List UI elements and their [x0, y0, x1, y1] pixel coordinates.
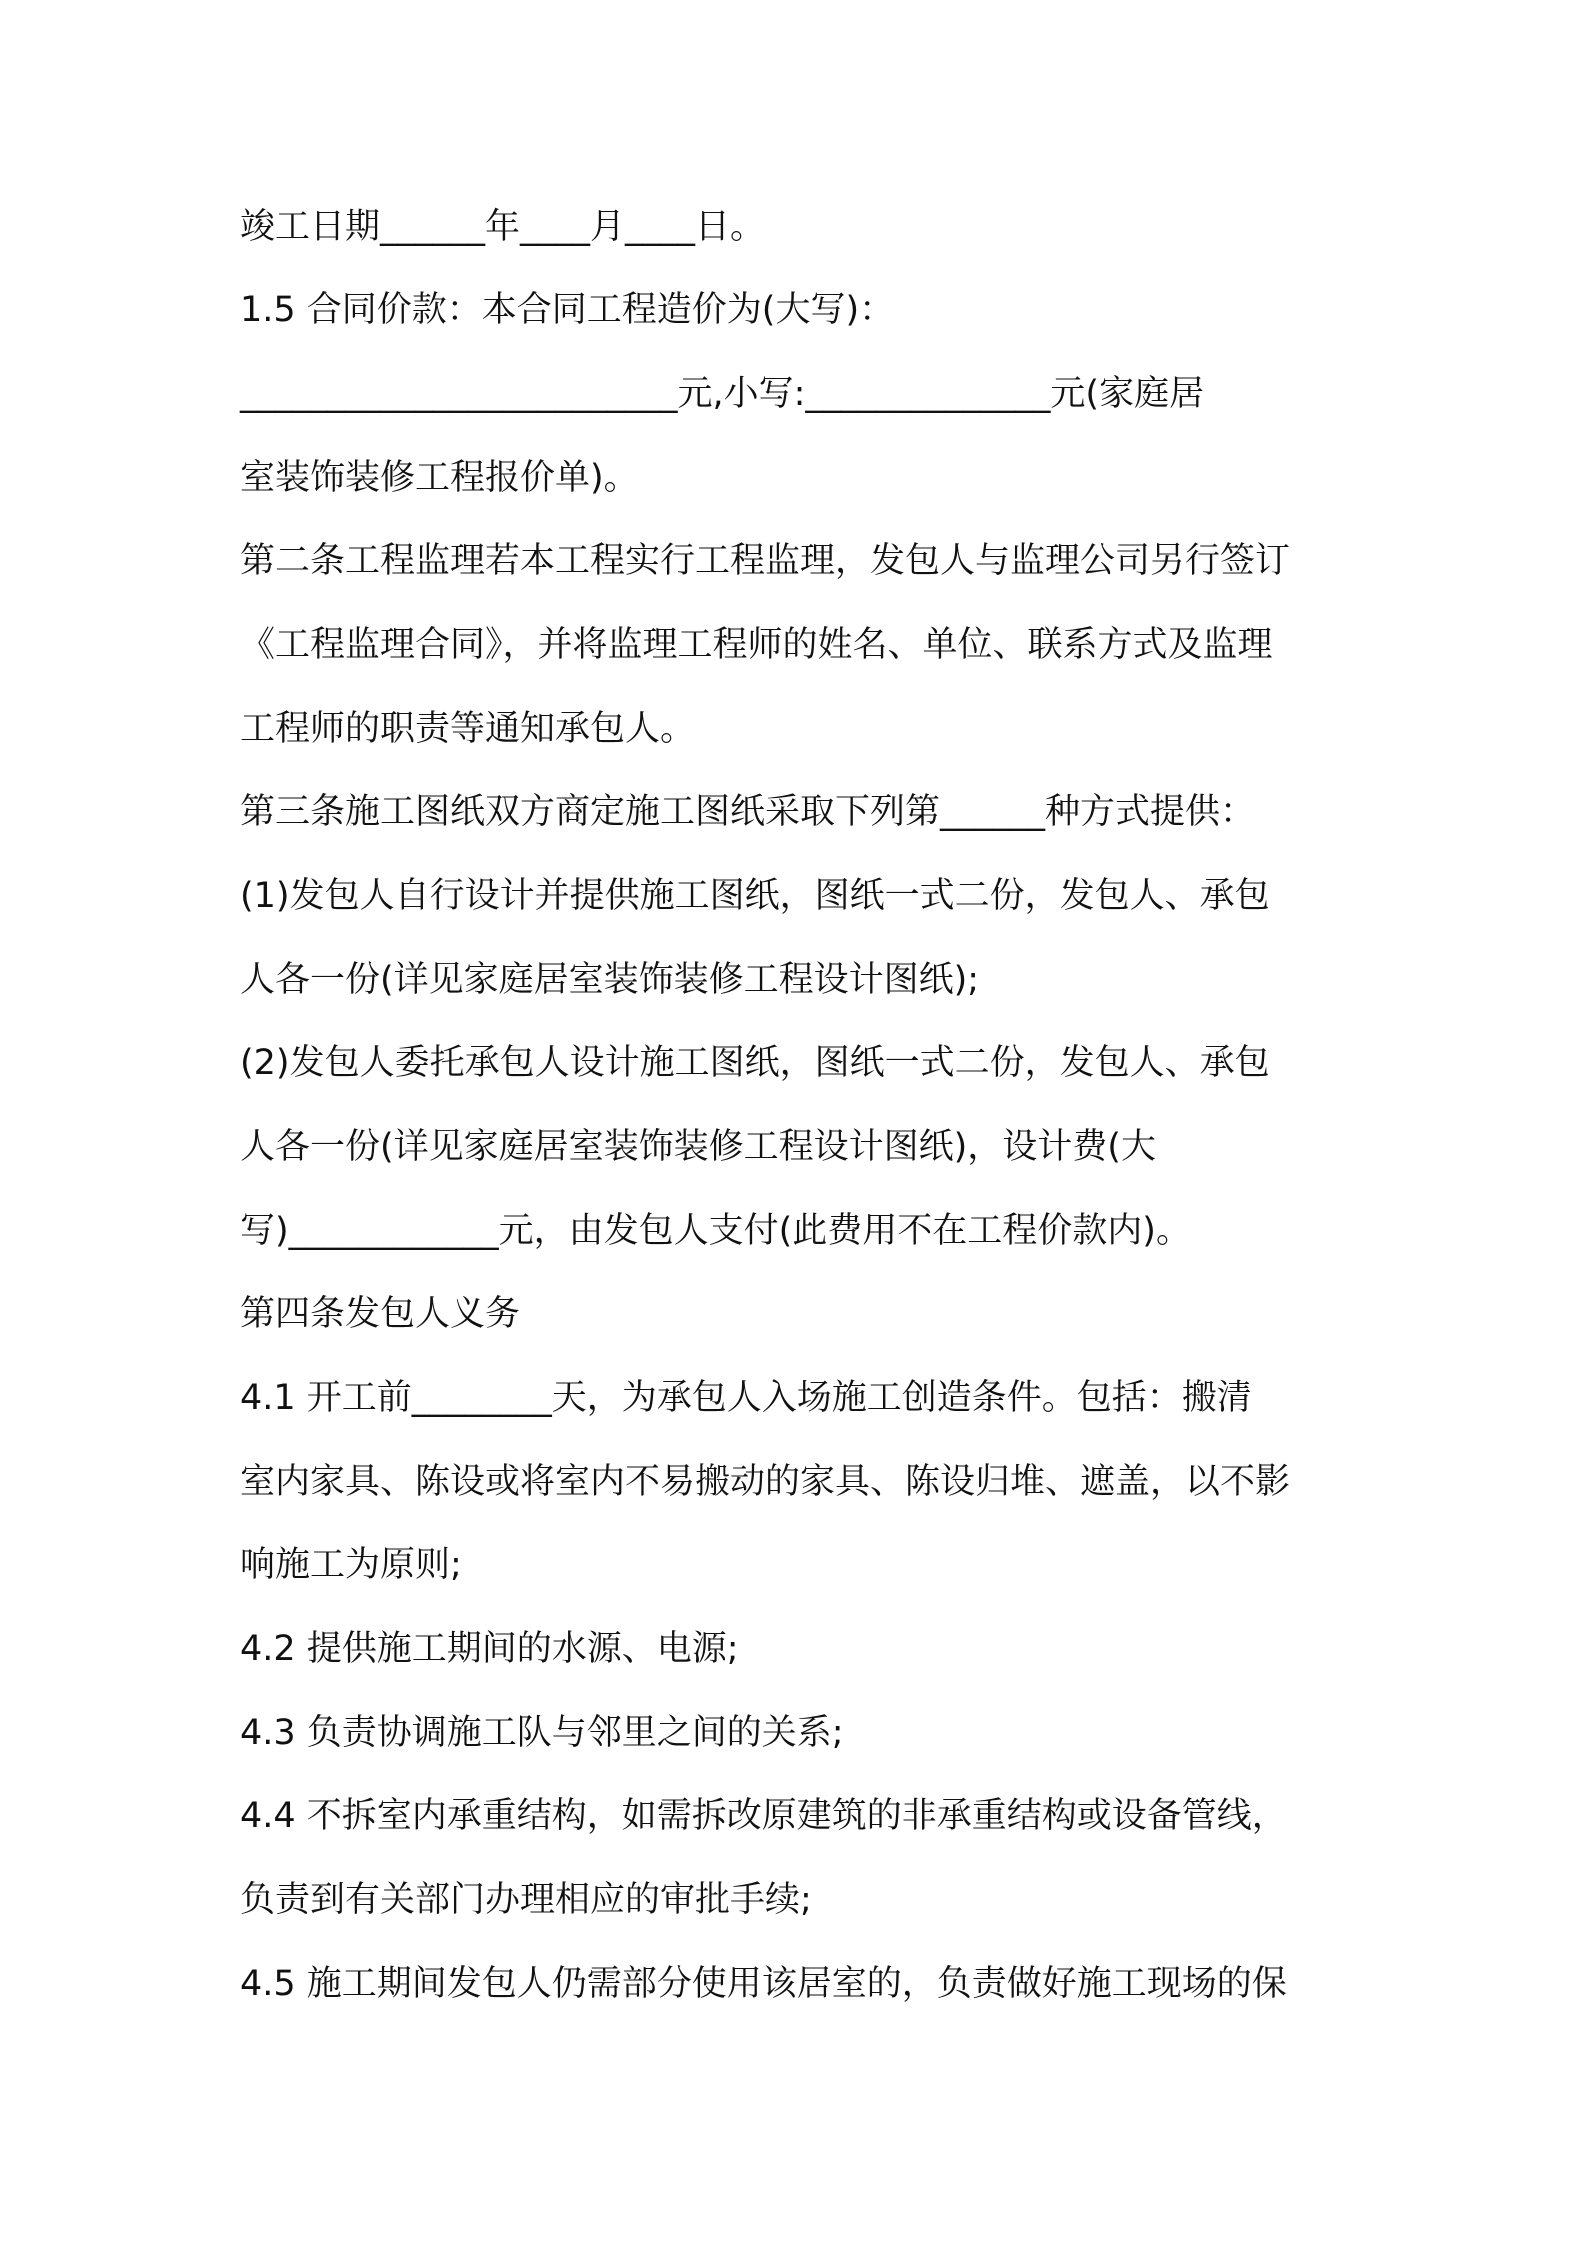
text-line: 《工程监理合同》，并将监理工程师的姓名、单位、联系方式及监理 — [240, 625, 1273, 665]
text-line: 第三条施工图纸双方商定施工图纸采取下列第______种方式提供： — [240, 792, 1256, 832]
text-line: 1.5 合同价款：本合同工程造价为(大写)： — [240, 290, 895, 330]
text-line: 室内家具、陈设或将室内不易搬动的家具、陈设归堆、遮盖，以不影 — [240, 1462, 1291, 1502]
text-line: 室装饰装修工程报价单)。 — [240, 458, 639, 498]
text-line: 4.1 开工前________天，为承包人入场施工创造条件。包括：搬清 — [240, 1378, 1252, 1418]
text-line: 工程师的职责等通知承包人。 — [240, 709, 696, 749]
text-line: _________________________元,小写:______________元(家庭居 — [240, 374, 1205, 414]
text-line: 第二条工程监理若本工程实行工程监理，发包人与监理公司另行签订 — [240, 541, 1291, 581]
text-line: (1)发包人自行设计并提供施工图纸，图纸一式二份，发包人、承包 — [240, 876, 1270, 916]
text-line: 4.4 不拆室内承重结构，如需拆改原建筑的非承重结构或设备管线， — [240, 1796, 1287, 1836]
text-line: 人各一份(详见家庭居室装饰装修工程设计图纸)，设计费(大 — [240, 1127, 1156, 1167]
text-line: 人各一份(详见家庭居室装饰装修工程设计图纸); — [240, 960, 980, 1000]
text-line: 4.5 施工期间发包人仍需部分使用该居室的，负责做好施工现场的保 — [240, 1964, 1287, 2004]
text-line: 竣工日期______年____月____日。 — [240, 207, 766, 247]
text-line: 4.3 负责协调施工队与邻里之间的关系; — [240, 1713, 844, 1753]
text-line: 负责到有关部门办理相应的审批手续; — [240, 1880, 812, 1920]
text-line: 响施工为原则; — [240, 1545, 462, 1585]
section-heading: 第四条发包人义务 — [240, 1294, 521, 1334]
text-line: 4.2 提供施工期间的水源、电源; — [240, 1629, 739, 1669]
text-line: (2)发包人委托承包人设计施工图纸，图纸一式二份，发包人、承包 — [240, 1043, 1270, 1083]
text-line: 写)____________元，由发包人支付(此费用不在工程价款内)。 — [240, 1211, 1191, 1251]
